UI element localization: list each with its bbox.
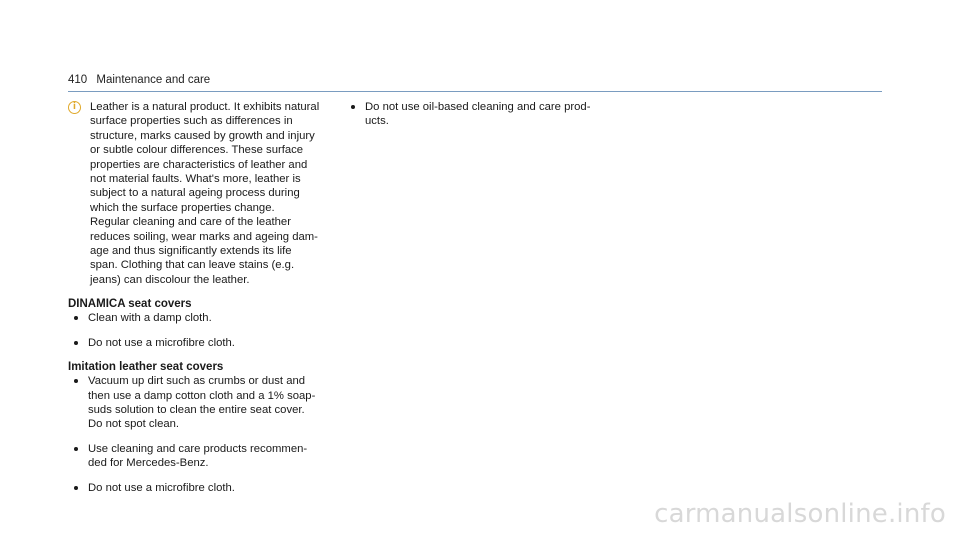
list-item: Use cleaning and care products recommen- ded for Mercedes-Benz. bbox=[68, 442, 330, 471]
note-line: or subtle colour differences. These surface bbox=[90, 144, 304, 157]
bullet-icon bbox=[74, 379, 78, 383]
left-column bbox=[68, 100, 330, 505]
imitation-leather-heading: Imitation leather seat covers bbox=[68, 361, 224, 374]
list-item: Vacuum up dirt such as crumbs or dust and then use a damp cotton cloth and a 1% soap- suds solution to clean the entire seat cover. Do not spot clean. bbox=[68, 374, 330, 432]
imitation-leather-list bbox=[68, 374, 330, 495]
list-item: Clean with a damp cloth. bbox=[68, 311, 330, 325]
bullet-icon bbox=[351, 105, 355, 109]
note-line: subject to a natural ageing process during bbox=[90, 187, 300, 200]
note-line: age and thus significantly extends its life bbox=[90, 245, 292, 258]
bullet-icon bbox=[74, 486, 78, 490]
section-title: Maintenance and care bbox=[96, 74, 211, 86]
dinamica-list bbox=[68, 311, 330, 350]
info-icon: i bbox=[68, 101, 81, 114]
watermark: carmanualsonline.info bbox=[654, 499, 946, 529]
note-line: reduces soiling, wear marks and ageing dam- bbox=[90, 230, 318, 243]
page-number: 410 bbox=[68, 74, 88, 86]
note-line: jeans) can discolour the leather. bbox=[90, 273, 250, 286]
bullet-icon bbox=[74, 447, 78, 451]
oil-based-list bbox=[345, 100, 607, 129]
list-item: Do not use oil-based cleaning and care prod- ucts. bbox=[345, 100, 607, 129]
note-line: Regular cleaning and care of the leather bbox=[90, 216, 291, 229]
note-line: surface properties such as differences in bbox=[90, 115, 293, 128]
bullet-icon bbox=[74, 316, 78, 320]
note-line: Leather is a natural product. It exhibits natural bbox=[90, 101, 320, 113]
note-line: properties are characteristics of leather and bbox=[90, 158, 308, 171]
right-column bbox=[345, 100, 607, 139]
note-line: span. Clothing that can leave stains (e.g. bbox=[90, 259, 295, 272]
dinamica-heading: DINAMICA seat covers bbox=[68, 298, 192, 311]
note-line: not material faults. What's more, leather is bbox=[90, 173, 301, 186]
page-header bbox=[68, 74, 210, 86]
list-item: Do not use a microfibre cloth. bbox=[68, 481, 330, 495]
bullet-icon bbox=[74, 341, 78, 345]
info-note bbox=[68, 100, 330, 287]
note-line: which the surface properties change. bbox=[90, 201, 275, 214]
header-rule bbox=[68, 91, 882, 92]
list-item: Do not use a microfibre cloth. bbox=[68, 336, 330, 350]
note-line: structure, marks caused by growth and injury bbox=[90, 129, 315, 142]
note-text bbox=[90, 100, 330, 287]
